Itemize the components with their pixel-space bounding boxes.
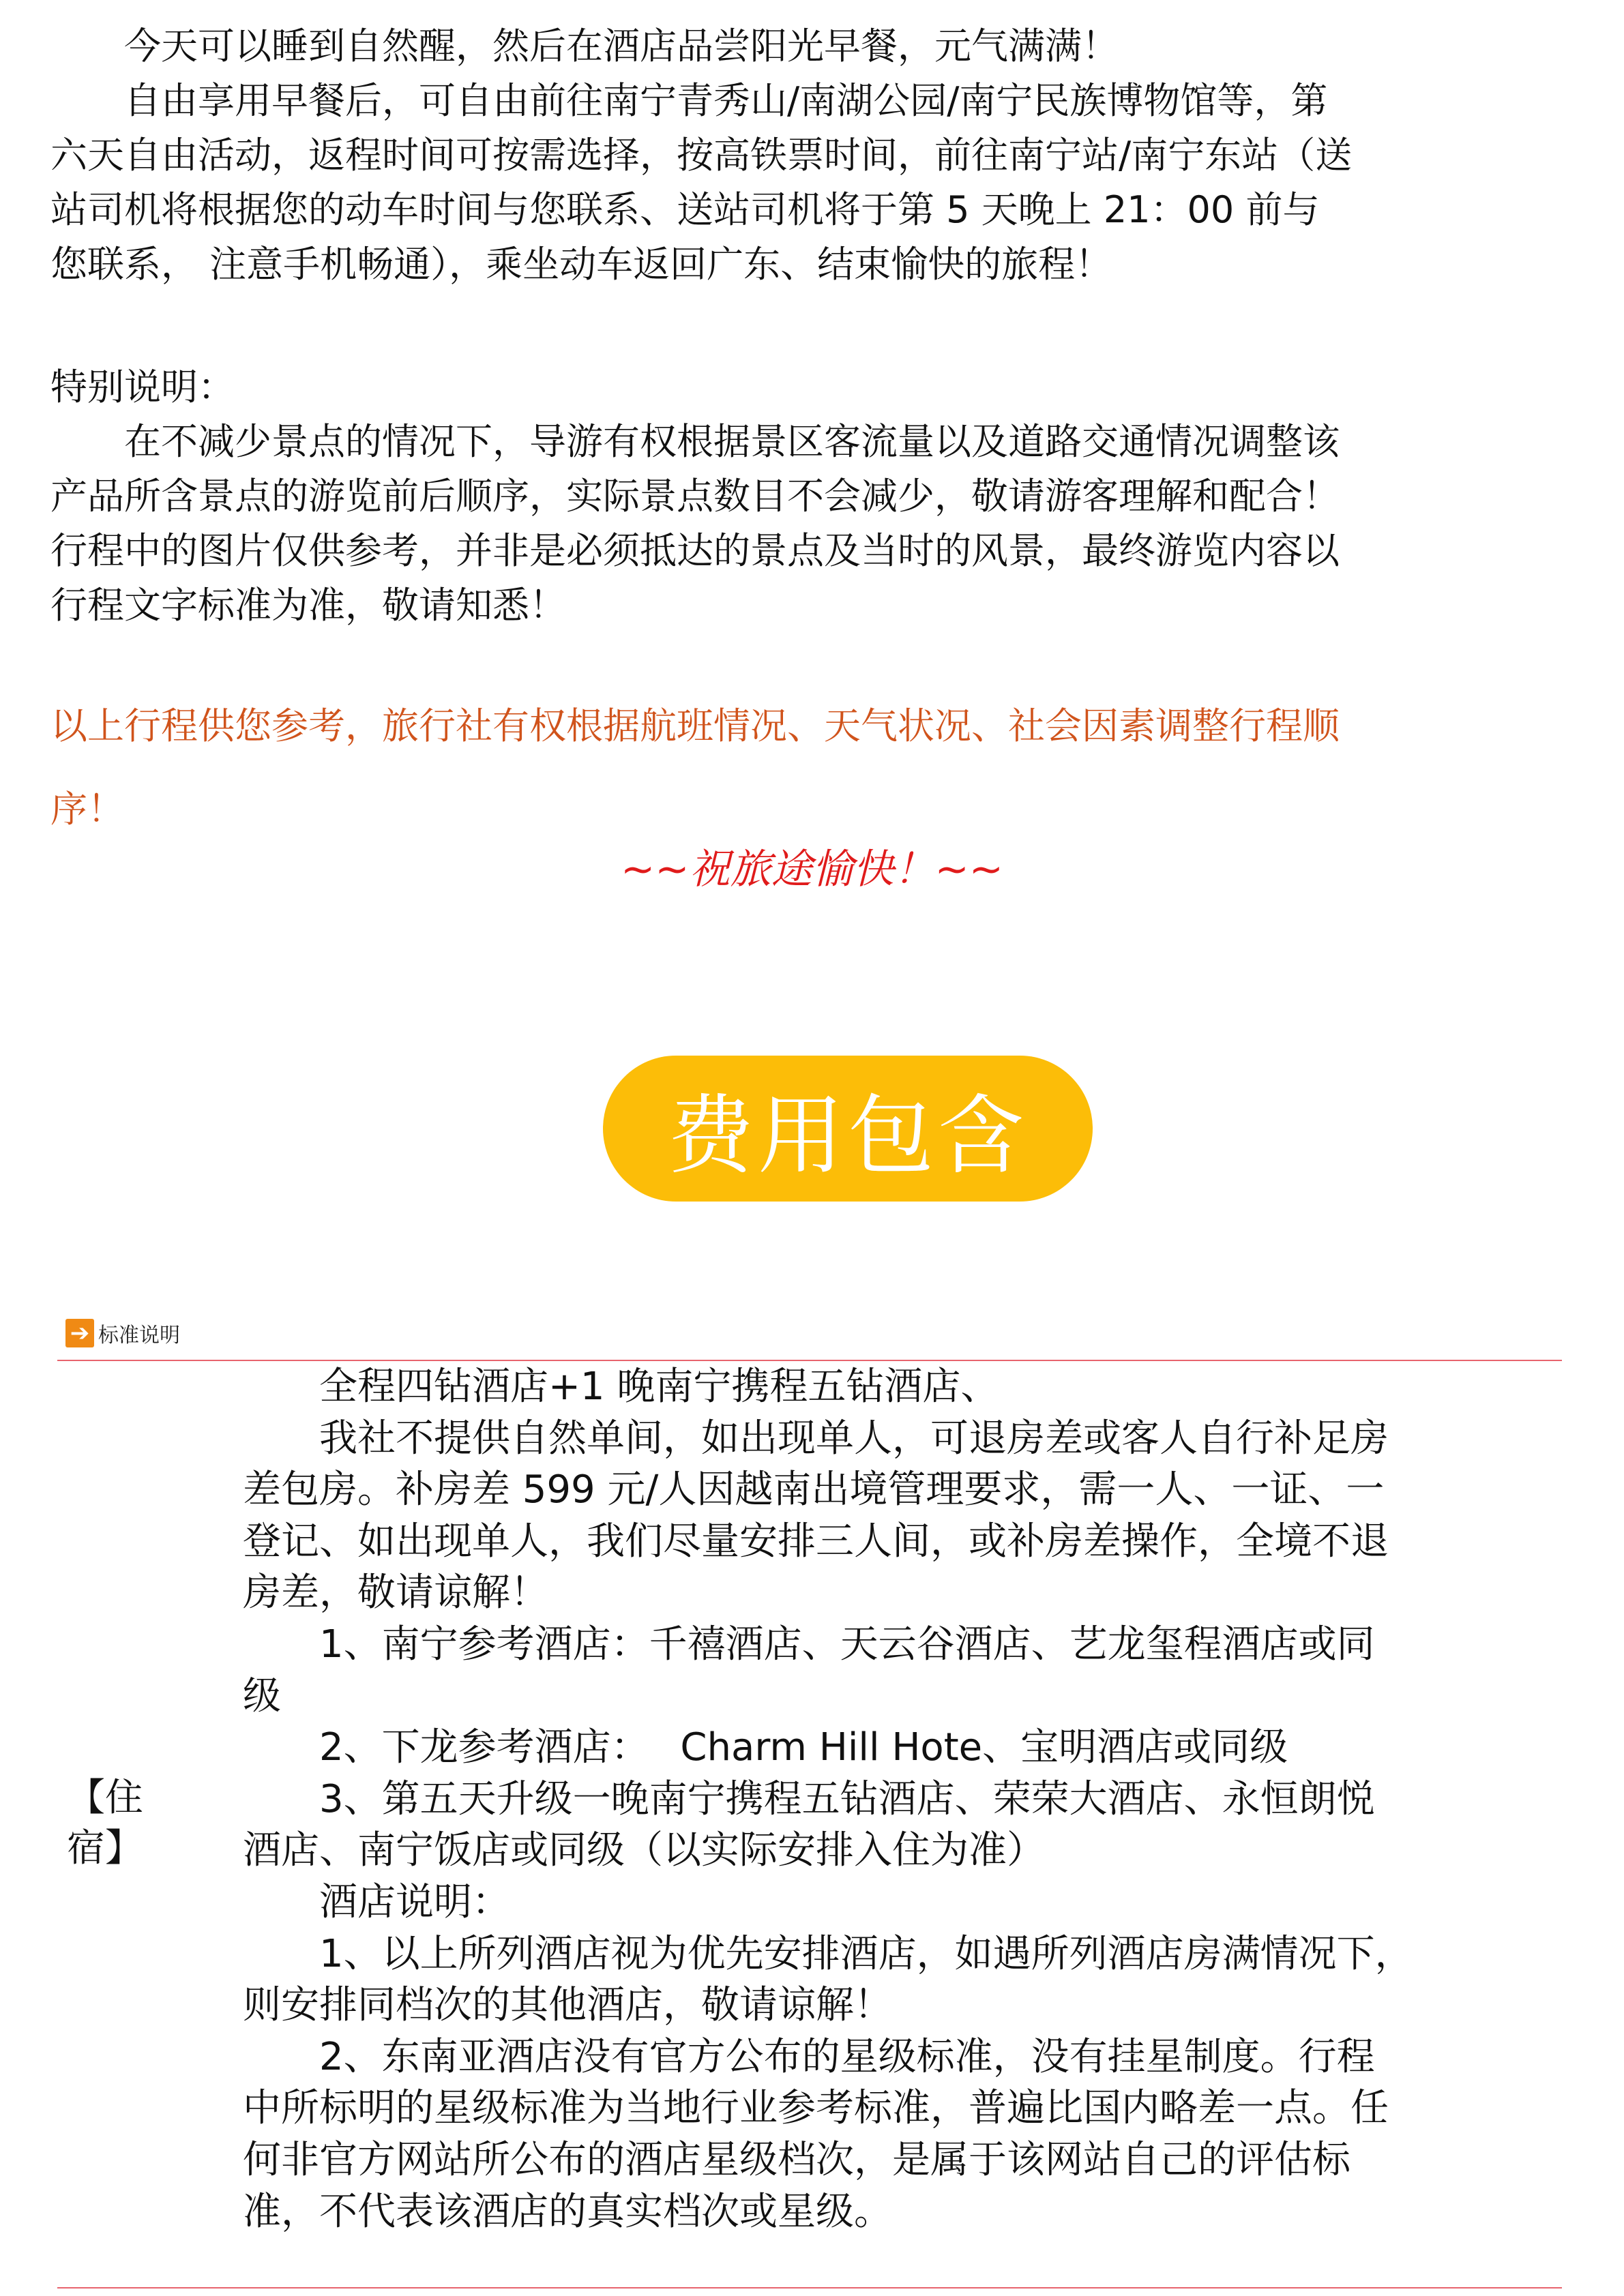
itinerary-notice bbox=[50, 685, 1578, 851]
text-line: 级 bbox=[243, 1673, 281, 1718]
category-line: 【住 bbox=[67, 1776, 143, 1820]
text-line: 房差，敬请谅解！ bbox=[243, 1570, 548, 1615]
text-line: 六天自由活动，返程时间可按需选择，按高铁票时间，前往南宁站/南宁东站（送 bbox=[50, 134, 1353, 177]
text-line: 在不减少景点的情况下，导游有权根据景区客流量以及道路交通情况调整该 bbox=[50, 420, 1340, 463]
text-line: 2、东南亚酒店没有官方公布的星级标准，没有挂星制度。行程 bbox=[243, 2034, 1375, 2079]
blessing-text: ~~祝旅途愉快！~~ bbox=[620, 846, 1004, 893]
text-line: 行程文字标准为准，敬请知悉！ bbox=[50, 584, 566, 627]
standard-header bbox=[65, 1316, 180, 1350]
text-line: 1、南宁参考酒店：千禧酒店、天云谷酒店、艺龙玺程酒店或同 bbox=[243, 1622, 1375, 1667]
text-line: 何非官方网站所公布的酒店星级档次，是属于该网站自己的评估标 bbox=[243, 2137, 1350, 2182]
text-line: 全程四钻酒店+1 晚南宁携程五钻酒店、 bbox=[243, 1365, 999, 1409]
special-notes bbox=[50, 360, 1578, 633]
fee-included-label: 费用包含 bbox=[668, 1085, 1028, 1186]
text-line: 2、下龙参考酒店： Charm Hill Hote、宝明酒店或同级 bbox=[243, 1725, 1288, 1770]
intro-paragraph bbox=[50, 19, 1578, 292]
text-line: 1、以上所列酒店视为优先安排酒店，如遇所列酒店房满情况下， bbox=[243, 1931, 1413, 1976]
accommodation-details bbox=[243, 1361, 1573, 2237]
text-line: 酒店说明： bbox=[243, 1879, 510, 1924]
text-line: 站司机将根据您的动车时间与您联系、送站司机将于第 5 天晚上 21：00 前与 bbox=[50, 188, 1320, 231]
text-line: 以上行程供您参考，旅行社有权根据航班情况、天气状况、社会因素调整行程顺 bbox=[50, 704, 1340, 747]
text-line: 自由享用早餐后，可自由前往南宁青秀山/南湖公园/南宁民族博物馆等，第 bbox=[50, 79, 1328, 122]
text-line: 中所标明的星级标准为当地行业参考标准，普遍比国内略差一点。任 bbox=[243, 2086, 1389, 2131]
arrow-right-icon: ➔ bbox=[65, 1319, 94, 1347]
text-line: 登记、如出现单人，我们尽量安排三人间，或补房差操作，全境不退 bbox=[243, 1519, 1389, 1564]
text-line: 酒店、南宁饭店或同级（以实际安排入住为准） bbox=[243, 1828, 1045, 1873]
text-line: 3、第五天升级一晚南宁携程五钻酒店、荣荣大酒店、永恒朗悦 bbox=[243, 1776, 1375, 1821]
text-line: 则安排同档次的其他酒店，敬请谅解！ bbox=[243, 1983, 892, 2028]
category-accommodation bbox=[67, 1773, 203, 1874]
text-line: 准，不代表该酒店的真实档次或星级。 bbox=[243, 2189, 892, 2234]
text-line: 序！ bbox=[50, 788, 124, 831]
text-line: 行程中的图片仅供参考，并非是必须抵达的景点及当时的风景，最终游览内容以 bbox=[50, 529, 1340, 572]
text-line: 您联系， 注意手机畅通），乘坐动车返回广东、结束愉快的旅程！ bbox=[50, 243, 1112, 286]
table-bottom-rule bbox=[57, 2287, 1562, 2288]
text-line: 今天可以睡到自然醒，然后在酒店品尝阳光早餐，元气满满！ bbox=[50, 25, 1119, 68]
text-line: 差包房。补房差 599 元/人因越南出境管理要求，需一人、一证、一 bbox=[243, 1467, 1385, 1512]
text-line: 我社不提供自然单间，如出现单人，可退房差或客人自行补足房 bbox=[243, 1416, 1389, 1461]
standard-label: 标准说明 bbox=[98, 1324, 180, 1347]
text-line: 产品所含景点的游览前后顺序，实际景点数目不会减少，敬请游客理解和配合！ bbox=[50, 475, 1340, 518]
special-title: 特别说明： bbox=[50, 366, 235, 408]
category-line: 宿】 bbox=[67, 1826, 143, 1870]
fee-included-button[interactable] bbox=[603, 1056, 1093, 1202]
